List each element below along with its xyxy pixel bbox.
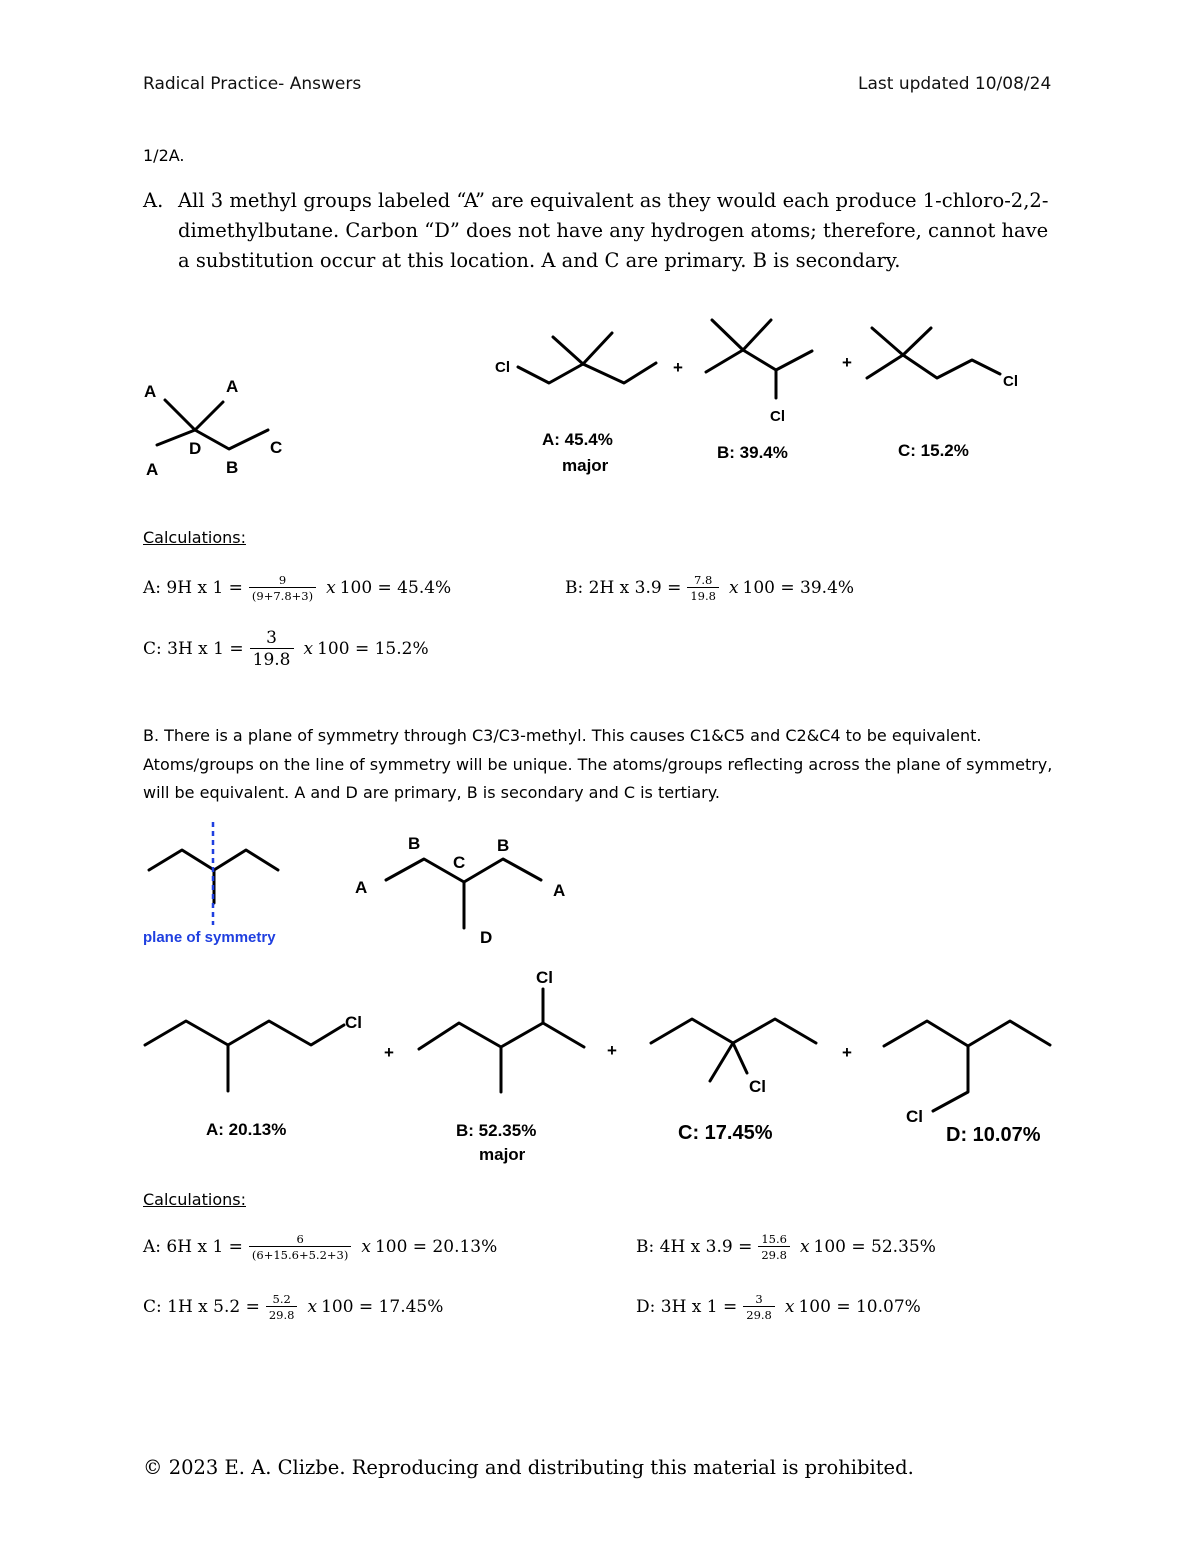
calc-b-eq-a-x: x	[361, 1237, 371, 1257]
calc-b-eq-d	[636, 1292, 921, 1322]
calc-b-eq-d-fraction	[743, 1292, 775, 1322]
calc-a-eq-a-num: 9	[278, 573, 287, 587]
sym-label-b1: B	[408, 834, 421, 853]
part-b-paragraph: B. There is a plane of symmetry through C3/C3-methyl. This causes C1&C5 and C2&C4 to be equivalent. Atoms/groups on the line of symmetry will be unique. The atoms/groups reflecting across the plane of symmetry, will be equivalent. A and D are primary, B is secondary and C is tertiary.	[143, 726, 1053, 802]
header-right: Last updated 10/08/24	[858, 74, 1052, 94]
calc-b-label: Calculations:	[143, 1190, 246, 1209]
calc-b-eq-b-rhs: 100 = 52.35%	[813, 1237, 936, 1257]
calc-b-eq-a-num: 6	[296, 1232, 304, 1246]
sym-label-a1: A	[355, 878, 368, 897]
calc-b-eq-b-den: 29.8	[758, 1246, 790, 1262]
prod-a-cl: Cl	[495, 359, 510, 376]
prod2-b-chain	[419, 1023, 584, 1049]
product2-c-yield: C: 17.45%	[678, 1122, 773, 1144]
prod2-c-cl: Cl	[749, 1077, 766, 1096]
prod-c-cl: Cl	[1003, 373, 1018, 390]
product-a-note: major	[562, 456, 609, 475]
product-b-yield: B: 39.4%	[717, 443, 788, 462]
calc-b-eq-b-num: 15.6	[761, 1232, 787, 1246]
plus-b-1: +	[384, 1043, 394, 1062]
calc-b-eq-d-lhs: D: 3H x 1 =	[636, 1297, 738, 1317]
calc-b-eq-b-x: x	[799, 1237, 810, 1257]
product2-a-yield: A: 20.13%	[206, 1120, 287, 1139]
sm-a-label-c: C	[270, 438, 283, 457]
calc-a-label: Calculations:	[143, 528, 246, 547]
calc-b-eq-c-x: x	[307, 1297, 318, 1317]
prod2-d-cl: Cl	[906, 1107, 923, 1126]
calc-b-eq-a	[143, 1232, 497, 1262]
calc-a-eq-c-lhs: C: 3H x 1 =	[143, 639, 244, 659]
section-label: 1/2A.	[143, 146, 185, 165]
product-c-yield: C: 15.2%	[898, 441, 969, 460]
copyright-footer: © 2023 E. A. Clizbe. Reproducing and distributing this material is prohibited.	[143, 1456, 914, 1479]
sm-a-label-a3: A	[146, 460, 159, 479]
prod2-d-chain	[884, 1021, 1050, 1046]
sym-label-c: C	[453, 853, 466, 872]
header-left: Radical Practice- Answers	[143, 74, 362, 94]
calc-a-eq-b-den: 19.8	[687, 587, 719, 603]
prod2-c-chain	[651, 1019, 816, 1043]
calc-b-eq-c	[143, 1292, 443, 1322]
calc-a-eq-b-x: x	[728, 578, 739, 598]
plus-b-3: +	[842, 1043, 852, 1062]
calc-a-eq-a-x: x	[326, 578, 336, 598]
plus-b-2: +	[607, 1041, 617, 1060]
prod2-c-cl-bond	[733, 1043, 747, 1073]
prod2-d-ch2	[933, 1046, 968, 1111]
calc-b-eq-b-lhs: B: 4H x 3.9 =	[636, 1237, 753, 1257]
calc-a-eq-c-rhs: 100 = 15.2%	[317, 639, 429, 659]
sm-a-label-d: D	[189, 439, 202, 458]
sym-label-b2: B	[497, 836, 510, 855]
calc-b-eq-a-den: (6+15.6+5.2+3)	[249, 1246, 351, 1262]
calc-a-eq-b-num: 7.8	[694, 573, 713, 587]
calc-a-eq-c-x: x	[303, 639, 314, 659]
prod2-a-cl: Cl	[345, 1013, 362, 1032]
part-a-text: All 3 methyl groups labeled “A” are equivalent as they would each produce 1-chloro-2,2-dimethylbutane. Carbon “D” does not have any hydrogen atoms; therefore, cannot have a substitution occur at this location. A and C are primary. B is secondary.	[178, 189, 1049, 272]
calc-a-eq-c-den: 19.8	[250, 648, 294, 670]
product2-b-yield: B: 52.35%	[456, 1121, 537, 1140]
prod2-b-cl: Cl	[536, 968, 553, 987]
prod2-c-methyl	[710, 1043, 733, 1081]
calc-b-eq-d-den: 29.8	[743, 1306, 775, 1322]
product2-b-note: major	[479, 1145, 526, 1164]
sm-a-label-b: B	[226, 458, 239, 477]
calc-a-eq-a-lhs: A: 9H x 1 =	[143, 578, 243, 598]
product2-d-yield: D: 10.07%	[946, 1124, 1041, 1146]
calc-a-eq-c-num: 3	[266, 628, 277, 648]
calc-b-eq-d-x: x	[784, 1297, 795, 1317]
product-a-yield: A: 45.4%	[542, 430, 613, 449]
calc-b-eq-c-num: 5.2	[272, 1292, 291, 1306]
plane-label: plane of symmetry	[143, 929, 276, 946]
calc-a-eq-a-den: (9+7.8+3)	[249, 587, 316, 603]
calc-b-eq-c-rhs: 100 = 17.45%	[321, 1297, 444, 1317]
calc-b-eq-a-rhs: 100 = 20.13%	[374, 1237, 498, 1257]
prod2-a-chain	[145, 1021, 344, 1045]
calc-b-eq-c-den: 29.8	[266, 1306, 298, 1322]
calc-b-eq-c-fraction	[266, 1292, 298, 1322]
sym-label-d: D	[480, 928, 493, 947]
plus-a-2: +	[842, 353, 852, 372]
sm-a-label-a1: A	[144, 382, 157, 401]
plus-a-1: +	[673, 358, 683, 377]
calc-b-eq-c-lhs: C: 1H x 5.2 =	[143, 1297, 260, 1317]
calc-b-eq-b-fraction	[758, 1232, 790, 1262]
calc-b-eq-a-fraction	[249, 1232, 351, 1262]
sm-a-label-a2: A	[226, 377, 239, 396]
calc-a-eq-b-rhs: 100 = 39.4%	[742, 578, 855, 598]
part-a-marker: A.	[143, 189, 164, 212]
sym-label-a2: A	[553, 881, 566, 900]
calc-b-eq-d-num: 3	[755, 1292, 763, 1306]
calc-b-eq-a-lhs: A: 6H x 1 =	[143, 1237, 243, 1257]
calc-a-eq-a-rhs: 100 = 45.4%	[339, 578, 452, 598]
calc-a-eq-b-lhs: B: 2H x 3.9 =	[565, 578, 682, 598]
calc-b-eq-b	[636, 1232, 936, 1262]
calc-b-eq-d-rhs: 100 = 10.07%	[798, 1297, 921, 1317]
prod-b-cl: Cl	[770, 408, 785, 425]
